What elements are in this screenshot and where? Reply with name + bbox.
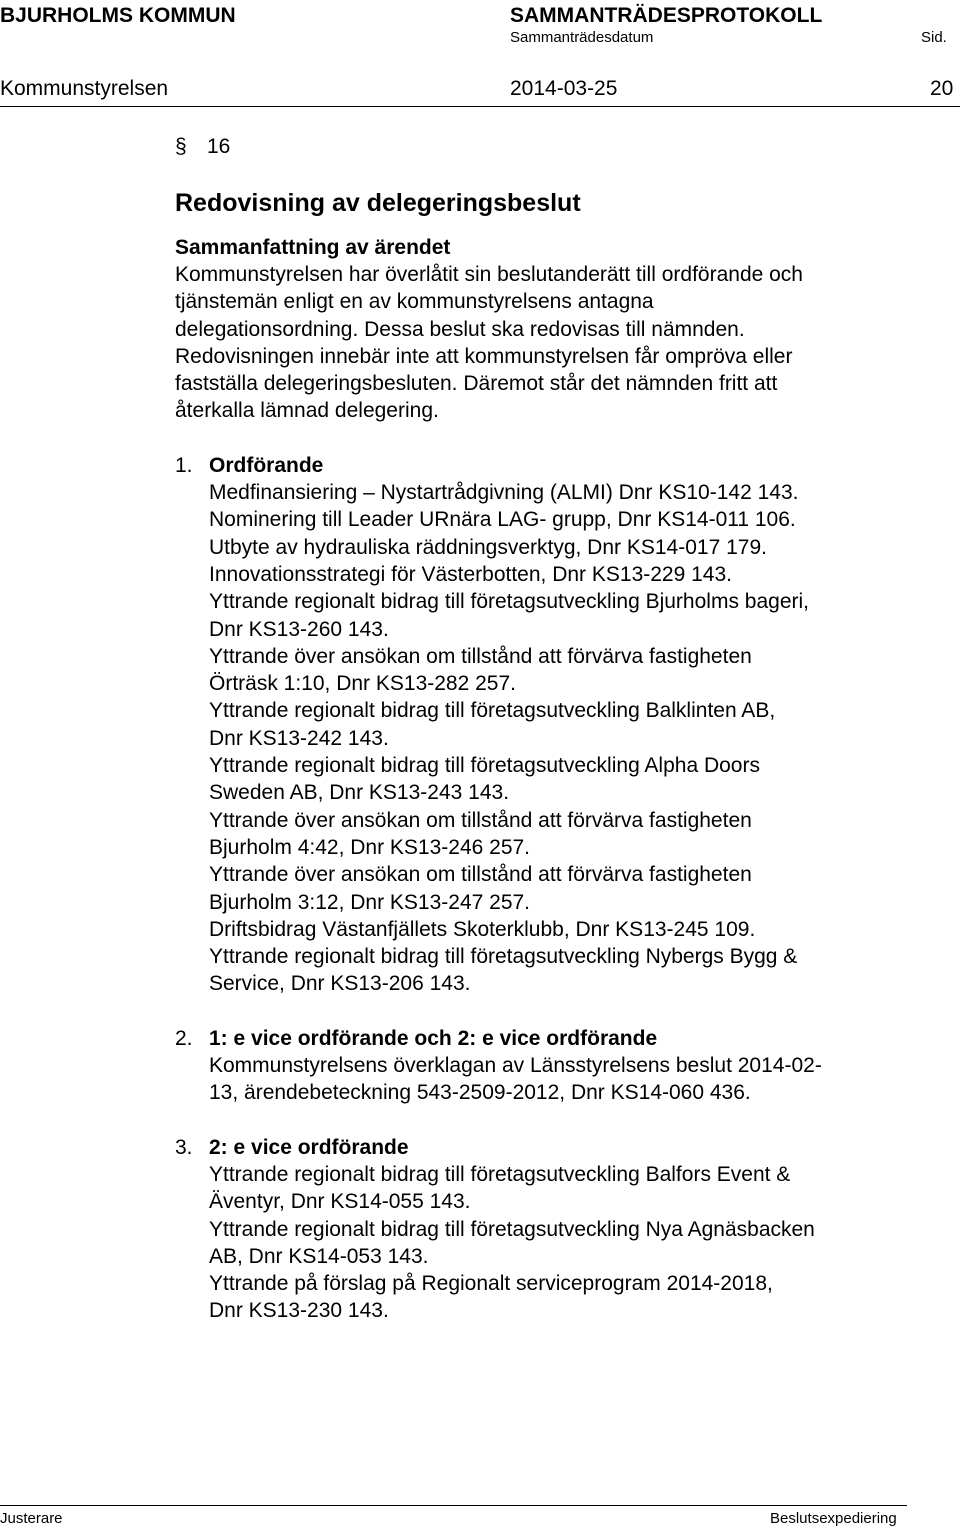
section-title: Redovisning av delegeringsbeslut <box>175 189 581 217</box>
summary-text <box>175 261 915 425</box>
decision-line: Yttrande över ansökan om tillstånd att förvärva fastigheten <box>209 863 752 887</box>
group-number: 2. <box>175 1026 193 1050</box>
page-number: 20 <box>930 77 954 100</box>
meeting-date-label: Sammanträdesdatum <box>510 29 654 46</box>
group-number: 1. <box>175 453 193 477</box>
decision-line: Bjurholm 3:12, Dnr KS13-247 257. <box>209 890 531 914</box>
summary-line: Redovisningen innebär inte att kommunstyrelsen får ompröva eller <box>175 344 793 368</box>
group-title: 1: e vice ordförande och 2: e vice ordförande <box>209 1026 658 1050</box>
municipality-name: BJURHOLMS KOMMUN <box>0 4 236 27</box>
document-body <box>175 128 915 1352</box>
committee-name: Kommunstyrelsen <box>0 77 169 100</box>
summary-heading: Sammanfattning av ärendet <box>175 236 451 259</box>
decision-line: Yttrande över ansökan om tillstånd att förvärva fastigheten <box>209 644 752 668</box>
decision-line: Utbyte av hydrauliska räddningsverktyg, Dnr KS14-017 179. <box>209 535 767 559</box>
section-number-value: 16 <box>207 135 231 158</box>
decision-line: Nominering till Leader URnära LAG- grupp, Dnr KS14-011 106. <box>209 508 796 532</box>
decision-line: Dnr KS13-242 143. <box>209 726 389 750</box>
decision-line: Medfinansiering – Nystartrådgivning (ALMI) Dnr KS10-142 143. <box>209 481 799 505</box>
header-divider <box>0 106 960 107</box>
decision-line: Kommunstyrelsens överklagan av Länsstyrelsens beslut 2014-02- <box>209 1054 822 1078</box>
decision-line: Äventyr, Dnr KS14-055 143. <box>209 1190 471 1214</box>
decision-line: Dnr KS13-260 143. <box>209 617 389 641</box>
decision-line: Sweden AB, Dnr KS13-243 143. <box>209 781 510 805</box>
decision-line: 13, ärendebeteckning 543-2509-2012, Dnr KS14-060 436. <box>209 1081 751 1105</box>
summary-line: fastställa delegeringsbesluten. Däremot står det nämnden fritt att <box>175 372 778 396</box>
footer-dispatch-label: Beslutsexpediering <box>770 1510 897 1527</box>
decision-line: Örträsk 1:10, Dnr KS13-282 257. <box>209 672 516 696</box>
summary <box>175 234 915 425</box>
summary-line: tjänstemän enligt en av kommunstyrelsens antagna <box>175 290 654 314</box>
delegation-group <box>175 452 915 998</box>
group-title: Ordförande <box>209 453 324 477</box>
group-number: 3. <box>175 1135 193 1159</box>
summary-line: delegationsordning. Dessa beslut ska redovisas till nämnden. <box>175 317 745 341</box>
decision-line: Bjurholm 4:42, Dnr KS13-246 257. <box>209 835 531 859</box>
section-number <box>175 132 915 162</box>
decision-line: Yttrande regionalt bidrag till företagsutveckling Alpha Doors <box>209 754 760 778</box>
group-title: 2: e vice ordförande <box>209 1135 409 1159</box>
footer-divider <box>0 1505 907 1506</box>
decision-line: Yttrande regionalt bidrag till företagsutveckling Nya Agnäsbacken <box>209 1217 815 1241</box>
meeting-date: 2014-03-25 <box>510 77 618 100</box>
decision-line: Service, Dnr KS13-206 143. <box>209 972 471 996</box>
summary-line: Kommunstyrelsen har överlåtit sin beslutanderätt till ordförande och <box>175 263 803 286</box>
decision-line: Yttrande på förslag på Regionalt serviceprogram 2014-2018, <box>209 1272 773 1296</box>
decision-line: Driftsbidrag Västanfjällets Skoterklubb, Dnr KS13-245 109. <box>209 917 756 941</box>
decision-line: Innovationsstrategi för Västerbotten, Dnr KS13-229 143. <box>209 562 732 586</box>
delegation-group <box>175 1025 915 1107</box>
decision-line: Yttrande regionalt bidrag till företagsutveckling Bjurholms bageri, <box>209 590 809 614</box>
decision-line: Yttrande regionalt bidrag till företagsutveckling Balklinten AB, <box>209 699 776 723</box>
footer-adjuster-label: Justerare <box>0 1510 63 1527</box>
decision-line: Yttrande regionalt bidrag till företagsutveckling Balfors Event & <box>209 1162 791 1186</box>
decision-line: Dnr KS13-230 143. <box>209 1299 389 1323</box>
decision-line: Yttrande regionalt bidrag till företagsutveckling Nybergs Bygg & <box>209 945 798 969</box>
document-type: SAMMANTRÄDESPROTOKOLL <box>510 4 823 27</box>
summary-line: återkalla lämnad delegering. <box>175 399 439 423</box>
delegation-groups <box>175 452 915 1325</box>
decision-line: AB, Dnr KS14-053 143. <box>209 1244 429 1268</box>
page-label: Sid. <box>921 29 947 46</box>
section-symbol: § <box>175 135 187 158</box>
delegation-group <box>175 1134 915 1325</box>
decision-line: Yttrande över ansökan om tillstånd att förvärva fastigheten <box>209 808 752 832</box>
